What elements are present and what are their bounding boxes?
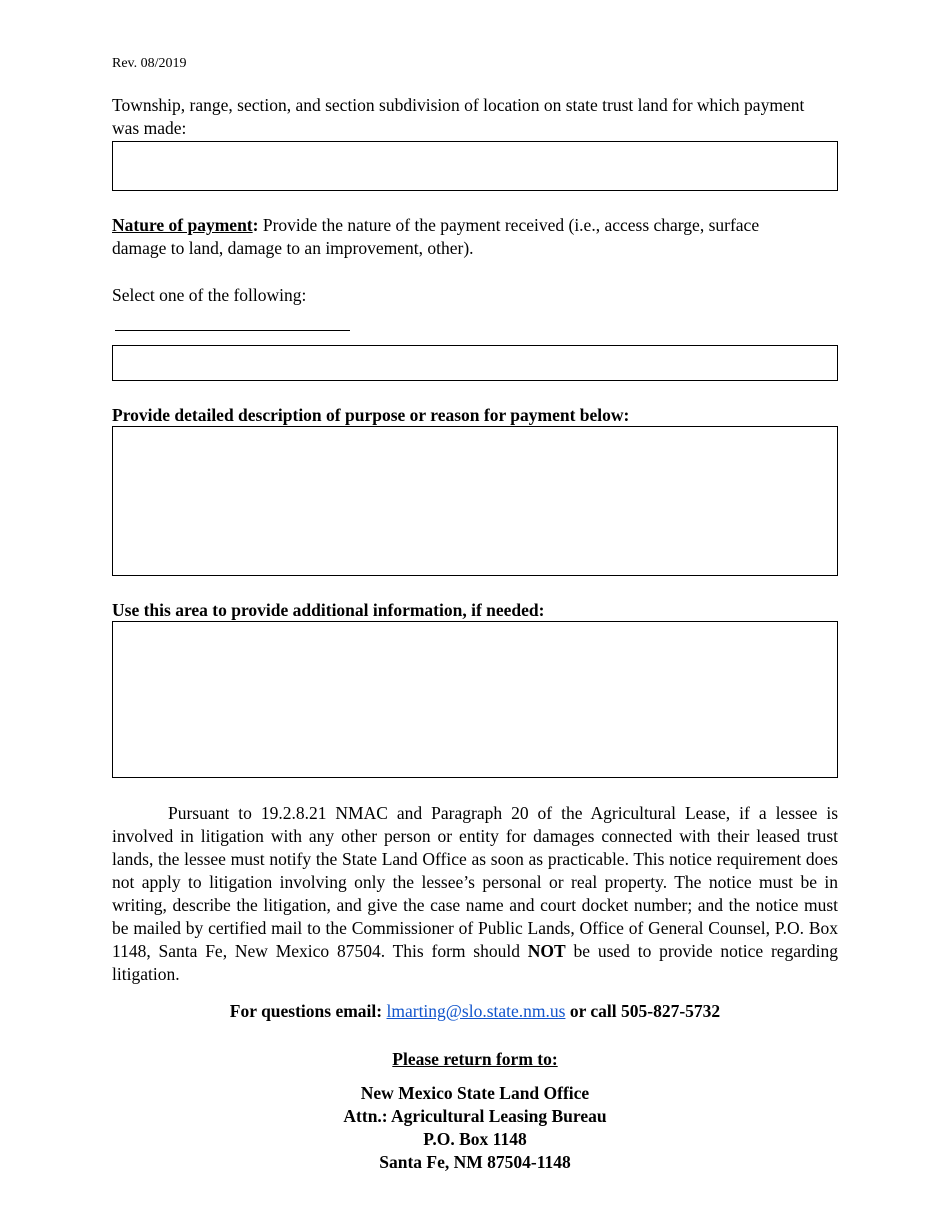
additional-info-label: Use this area to provide additional information, if needed:	[112, 600, 545, 620]
contact-email-link[interactable]: lmarting@slo.state.nm.us	[386, 1001, 566, 1021]
return-heading: Please return form to:	[392, 1049, 558, 1069]
legal-text-before: Pursuant to 19.2.8.21 NMAC and Paragraph 20 of the Agricultural Lease, if a lessee is involved in litigation with any other person or entity for damages connected with their leased trust lands, the lessee must notify the State Land Office as soon as practicable. This notice requirement does not apply to litigation involving only the lessee’s personal or real property. The notice must be in writing, describe the litigation, and give the case name and court docket number; and the notice must be mailed by certified mail to the Commissioner of Public Lands, Office of General Counsel, P.O. Box 1148, Santa Fe, New Mexico 87504. This form should	[112, 803, 838, 961]
address-line: Attn.: Agricultural Leasing Bureau	[343, 1106, 607, 1126]
contact-suffix: or call 505-827-5732	[565, 1001, 721, 1021]
select-dropdown-line[interactable]	[115, 318, 350, 331]
address-line: New Mexico State Land Office	[360, 1083, 590, 1103]
location-field[interactable]	[112, 141, 838, 191]
select-label: Select one of the following:	[112, 285, 307, 305]
description-label: Provide detailed description of purpose or reason for payment below:	[112, 405, 630, 425]
nature-description: Provide the nature of the payment received (i.e., access charge, surface damage to land, damage to an improvement, other).	[112, 215, 760, 258]
contact-line	[0, 1001, 950, 1022]
location-label: Township, range, section, and section subdivision of location on state trust land for which payment was made:	[112, 95, 805, 138]
nature-heading: Nature of payment	[112, 215, 253, 235]
legal-text-after: be used to provide notice regarding litigation.	[112, 941, 839, 984]
address-line: Santa Fe, NM 87504-1148	[379, 1152, 571, 1172]
nature-of-payment-text	[112, 214, 812, 260]
return-address	[0, 1082, 950, 1174]
revision-date: Rev. 08/2019	[112, 56, 187, 71]
additional-info-field[interactable]	[112, 621, 838, 778]
description-field[interactable]	[112, 426, 838, 576]
legal-emphasis: NOT	[527, 941, 566, 961]
address-line: P.O. Box 1148	[423, 1129, 527, 1149]
litigation-notice-paragraph	[112, 802, 838, 986]
contact-prefix: For questions email:	[229, 1001, 387, 1021]
nature-colon: :	[252, 215, 259, 235]
nature-selection-field[interactable]	[112, 345, 838, 381]
